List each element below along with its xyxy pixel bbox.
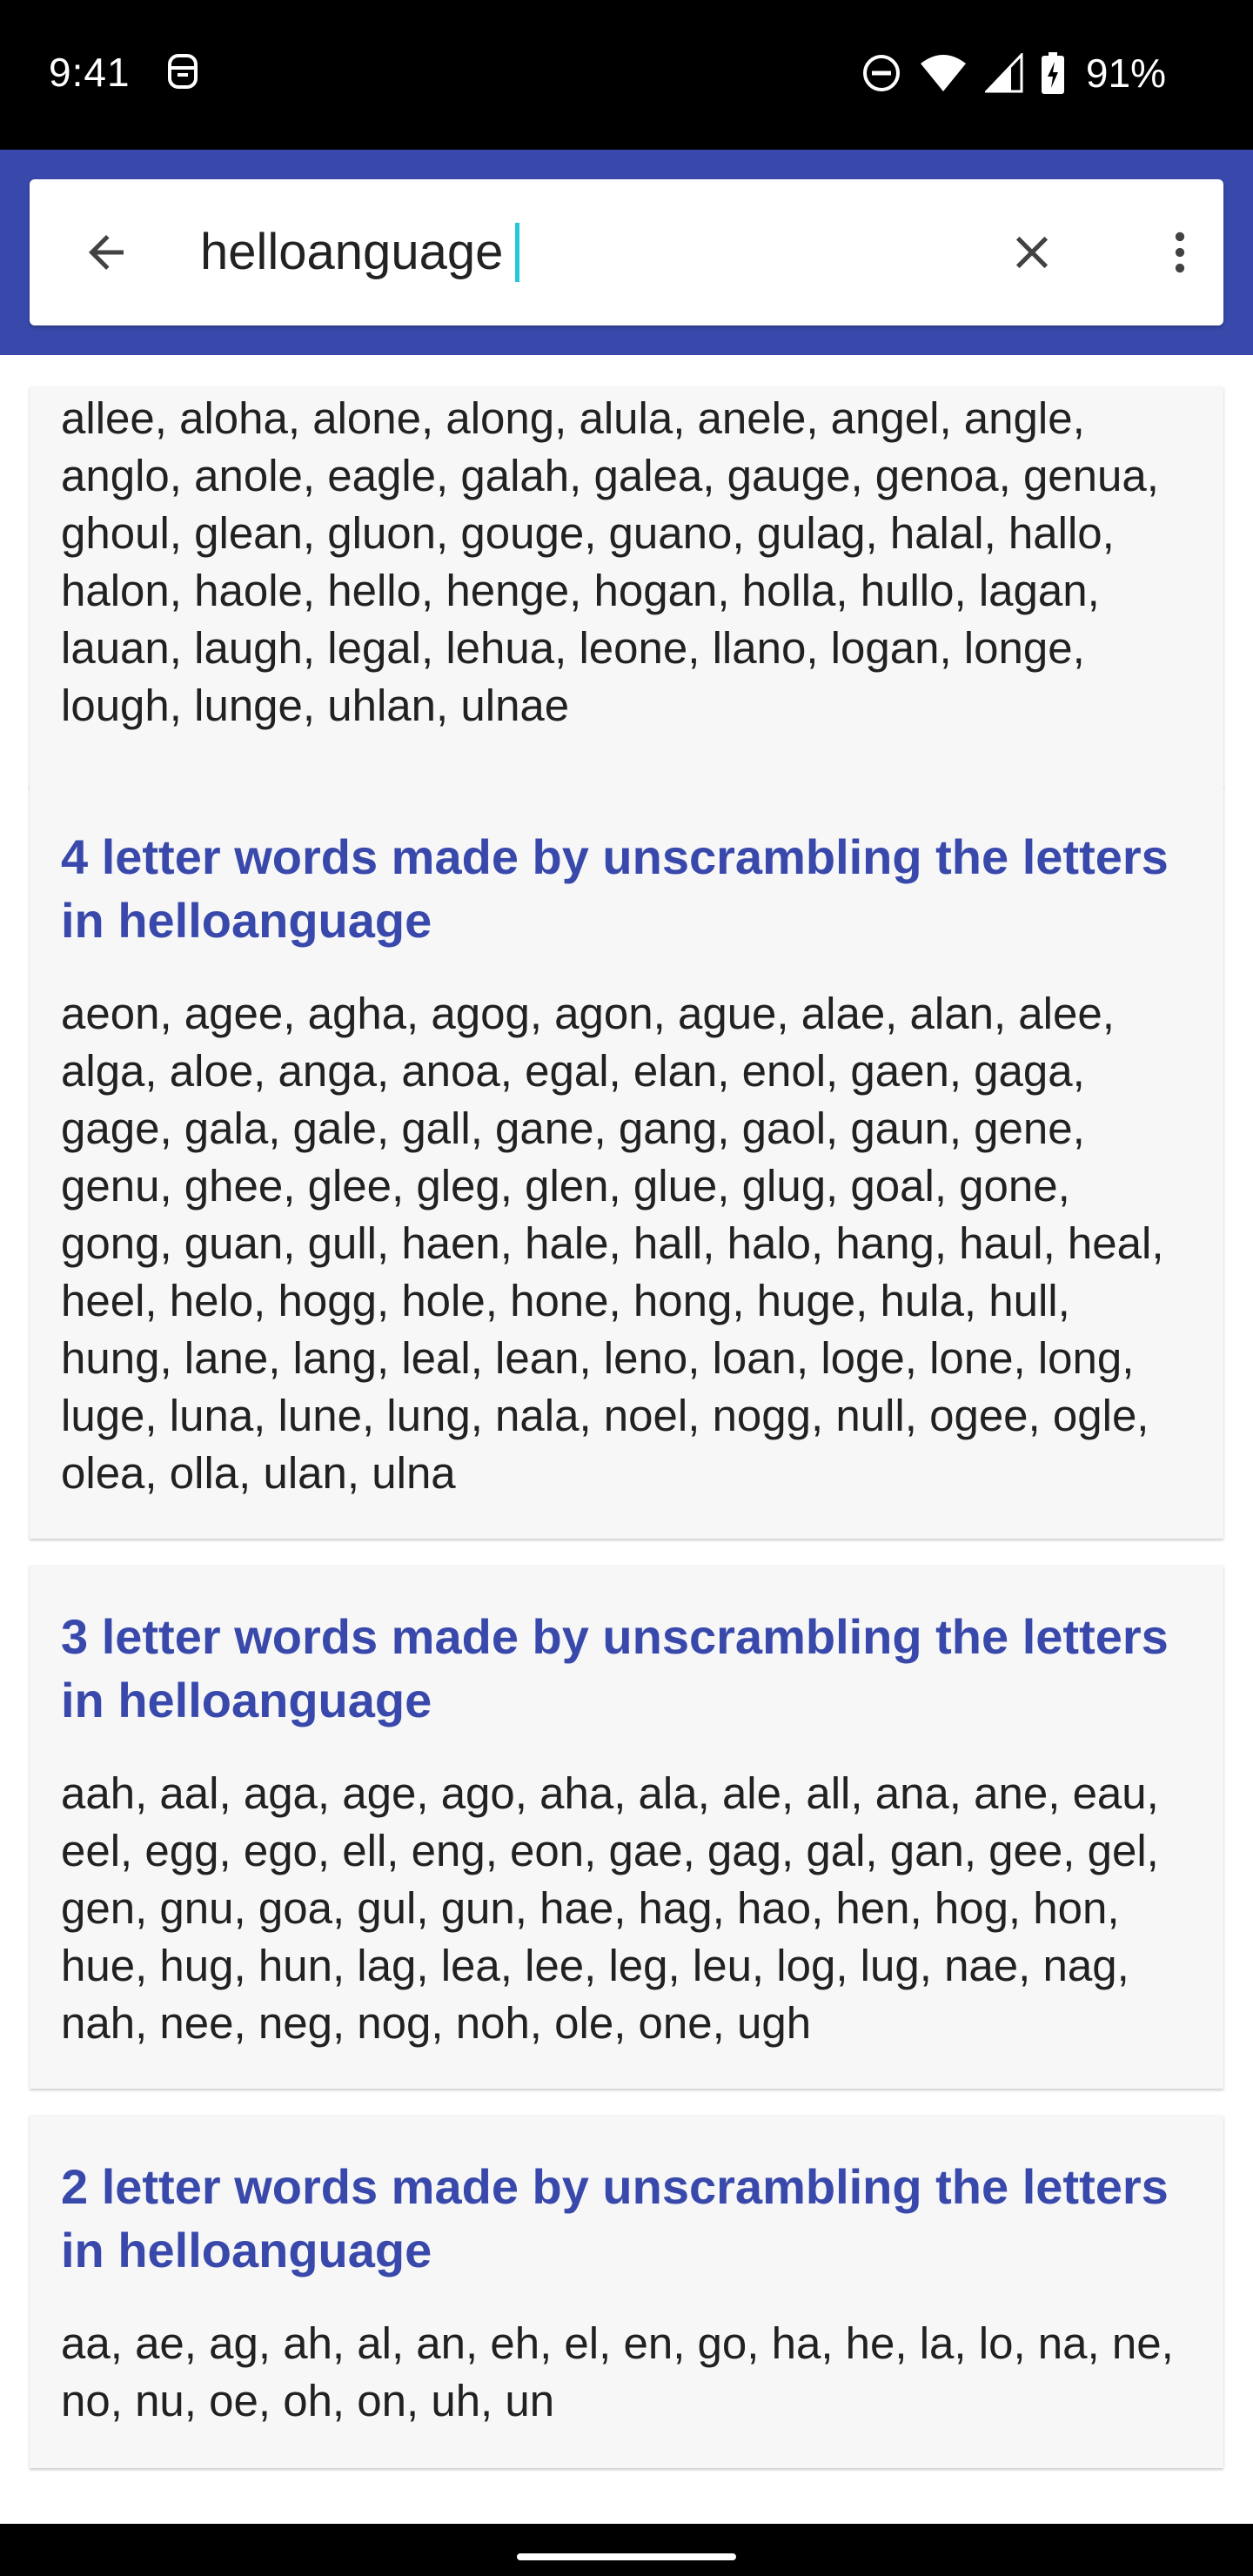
notification-app-icon	[165, 52, 200, 91]
do-not-disturb-icon	[861, 53, 901, 93]
word-list: aeon, agee, agha, agog, agon, ague, alae, alan, alee, alga, aloe, anga, anoa, egal, elan, enol, gaen, gaga, gage, gala, gale, gall, gane, gang, gaol, gaun, gene, genu, ghee, glee, gleg, glen, glue, glug, goal, gone, gong, guan, gull, haen, hale, hall, halo, hang, haul, heal, heel, helo, hogg, hole, hone, hong, huge, hula, hull, hung, lane, lang, leal, lean, leno, loan, loge, lone, long, luge, luna, lune, lung, nala, noel, nogg, null, ogee, ogle, olea, olla, ulan, ulna	[61, 989, 1164, 1498]
back-button[interactable]	[71, 218, 141, 287]
signal-icon	[985, 53, 1023, 93]
app-bar	[0, 150, 1253, 355]
word-list: aah, aal, aga, age, ago, aha, ala, ale, all, ana, ane, eau, eel, egg, ego, ell, eng, eon, gae, gag, gal, gan, gee, gel, gen, gnu, goa, gul, gun, hae, hag, hao, hen, hog, hon, hue, hug, hun, lag, lea, lee, leg, leu, log, lug, nae, nag, nah, nee, neg, nog, noh, ole, one, ugh	[61, 1768, 1159, 2048]
clear-search-button[interactable]	[997, 218, 1067, 287]
close-icon	[1005, 225, 1059, 279]
search-box	[30, 179, 1223, 325]
search-input[interactable]	[200, 223, 519, 282]
arrow-back-icon	[80, 226, 132, 278]
more-vert-icon	[1153, 225, 1207, 279]
section-title[interactable]: 2 letter words made by unscrambling the letters in helloanguage	[61, 2159, 1169, 2277]
more-options-button[interactable]	[1145, 218, 1215, 287]
search-query-text: helloanguage	[200, 224, 504, 280]
wifi-icon	[919, 53, 968, 93]
section-title[interactable]: 4 letter words made by unscrambling the letters in helloanguage	[61, 829, 1169, 948]
text-cursor	[515, 223, 519, 282]
result-card-3-letter	[30, 1565, 1223, 2089]
navigation-bar	[0, 2524, 1253, 2576]
home-gesture-handle[interactable]	[517, 2553, 736, 2560]
result-card-2-letter	[30, 2115, 1223, 2468]
word-list: allee, aloha, alone, along, alula, anele, angel, angle, anglo, anole, eagle, galah, galea, gauge, genoa, genua, ghoul, glean, gluon, gouge, guano, gulag, halal, hallo, halon, haole, hello, henge, hogan, holla, hullo, lagan, lauan, laugh, legal, lehua, leone, llano, logan, longe, lough, lunge, uhlan, ulnae	[61, 393, 1159, 730]
word-list: aa, ae, ag, ah, al, an, eh, el, en, go, ha, he, la, lo, na, ne, no, nu, oe, oh, on, uh, un	[61, 2318, 1174, 2425]
results-list[interactable]	[0, 355, 1253, 2524]
status-time: 9:41	[49, 50, 131, 95]
status-bar	[0, 0, 1253, 150]
status-icons	[861, 49, 1166, 97]
battery-percent: 91%	[1085, 50, 1166, 96]
result-card-5-letter	[30, 386, 1223, 788]
section-title[interactable]: 3 letter words made by unscrambling the letters in helloanguage	[61, 1609, 1169, 1727]
result-card-4-letter	[30, 785, 1223, 1539]
battery-charging-icon	[1041, 51, 1065, 95]
